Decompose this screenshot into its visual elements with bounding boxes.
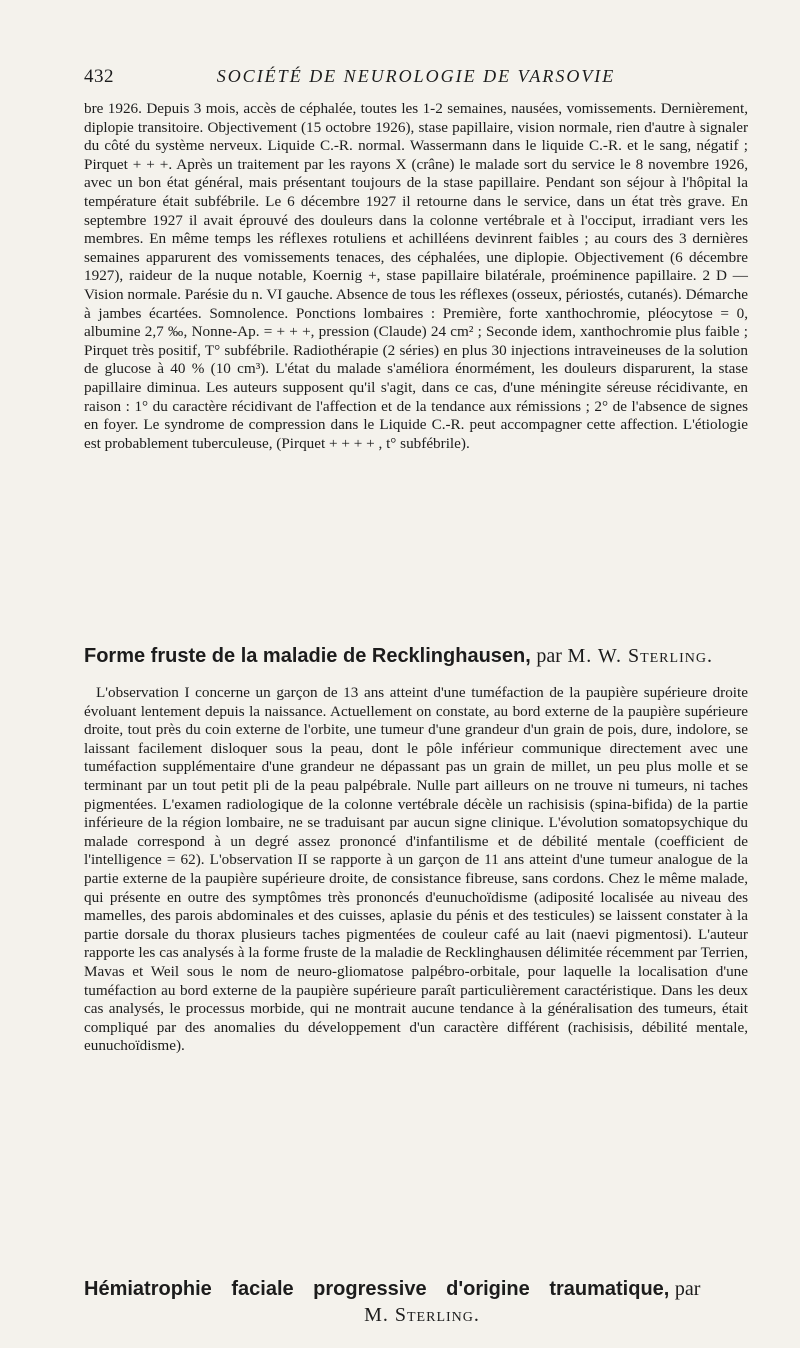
page-header [84, 66, 748, 94]
section-title-text: Forme fruste de la maladie de Recklinghausen, [84, 645, 531, 667]
section-body-recklinghausen [84, 684, 748, 1056]
page-number: 432 [84, 66, 114, 87]
section-title-recklinghausen [84, 643, 760, 669]
section-author: M. W. Sterling. [567, 645, 713, 667]
section-title-by: par [536, 645, 562, 667]
section-author: M. Sterling. [364, 1304, 480, 1326]
continued-paragraph: bre 1926. Depuis 3 mois, accès de céphalée, toutes les 1-2 semaines, nausées, vomissements. Dernièrement, diplopie transitoire. Objectivement (15 octobre 1926), stase papillaire, vision normale, rien d'autre à signaler du côté du système nerveux. Liquide C.-R. normal. Wassermann dans le liquide C.-R. et le sang, négatif ; Pirquet + + +. Après un traitement par les rayons X (crâne) le malade sort du service le 8 novembre 1926, avec un bon état général, mais présentant toujours de la stase papillaire. Pendant son séjour à l'hôpital la température était subfébrile. Le 6 décembre 1927 il retourne dans le service, dans un état très grave. En septembre 1927 il avait éprouvé des douleurs dans la colonne vertébrale et à l'occiput, irradiant vers les membres. En même temps les réflexes rotuliens et achilléens devinrent faibles ; au cours des 3 dernières semaines apparurent des vomissements tenaces, des céphalées, une diplopie. Objectivement (6 décembre 1927), raideur de la nuque notable, Koernig +, stase papillaire bilatérale, proéminence papillaire. 2 D — Vision normale. Parésie du n. VI gauche. Absence de tous les réflexes (osseux, périostés, cutanés). Démarche à jambes écartées. Somnolence. Ponctions lombaires : Première, forte xanthochromie, pléocytose = 0, albumine 2,7 ‰, Nonne-Ap. = + + +, pression (Claude) 24 cm² ; Seconde idem, xanthochromie plus faible ; Pirquet très positif, T° subfébrile. Radiothérapie (2 séries) en plus 30 injections intraveineuses de la solution de glucose à 40 % (10 cm³). L'état du malade s'améliora énormément, les douleurs disparurent, la stase papillaire diminua. Les auteurs supposent qu'il s'agit, dans ce cas, d'une méningite séreuse récidivante, en raison : 1° du caractère récidivant de l'affection et de la tendance aux rémissions ; 2° de l'absence de signes en foyer. Le syndrome de compression dans le Liquide C.-R. peut accompagner cette affection. L'étiologie est probablement tuberculeuse, (Pirquet + + + + , t° subfébrile). [84, 100, 748, 452]
section-title-text: Hémiatrophie faciale progressive d'origine traumatique, [84, 1278, 670, 1300]
continued-paragraph-block [84, 100, 748, 453]
section-title-by: par [674, 1278, 701, 1300]
running-head: SOCIÉTÉ DE NEUROLOGIE DE VARSOVIE [216, 66, 616, 86]
section-paragraph: L'observation I concerne un garçon de 13 ans atteint d'une tuméfaction de la paupière supérieure droite évoluant lentement depuis la naissance. Actuellement on constate, au bord externe de la paupière supérieure droite, tout près du coin externe de l'orbite, une tumeur d'une grandeur d'un grain de pois, dure, indolore, se laissant facilement disloquer sous la peau, dont le pôle inférieur communique directement avec une tuméfaction supplémentaire d'une grandeur ne dépassant pas un grain de millet, un peu plus molle et se terminant par un tout petit pli de la peau palpébrale. Nulle part ailleurs on ne trouve ni tumeurs, ni taches pigmentées. L'examen radiologique de la colonne vertébrale décèle un rachisisis (spina-bifida) de la partie inférieure de la région lombaire, ne se traduisant par aucun signe clinique. L'évolution somatopsychique du malade correspond à un degré assez prononcé d'infantilisme et de débilité mentale (coefficient de l'intelligence = 62). L'observation II se rapporte à un garçon de 11 ans atteint d'une tumeur analogue de la partie externe de la paupière supérieure droite, de consistance fibreuse, sans cordons. Chez le même malade, qui présente en outre des symptômes très prononcés d'eunuchoïdisme (adiposité localisée au niveau des mamelles, des parois abdominales et des cuisses, aplasie du pénis et des testicules) se laissent constater à la partie dorsale du thorax plusieurs taches pigmentées de couleur café au lait (naevi pigmentosi). L'auteur rapporte les cas analysés à la forme fruste de la maladie de Recklinghausen délimitée récemment par Terrien, Mavas et Weil sous le nom de neuro-gliomatose palpébro-orbitale, pour laquelle la localisation d'une tuméfaction au bord externe de la paupière supérieure paraît particulièrement caractéristique. Dans les deux cas analysés, le processus morbide, qui ne montrait aucune tendance à la généralisation des tumeurs, était compliqué par des anomalies du développement d'un caractère différent (rachisisis, débilité mentale, eunuchoïdisme). [84, 684, 748, 1055]
section-title-hemiatrophie [84, 1276, 760, 1328]
